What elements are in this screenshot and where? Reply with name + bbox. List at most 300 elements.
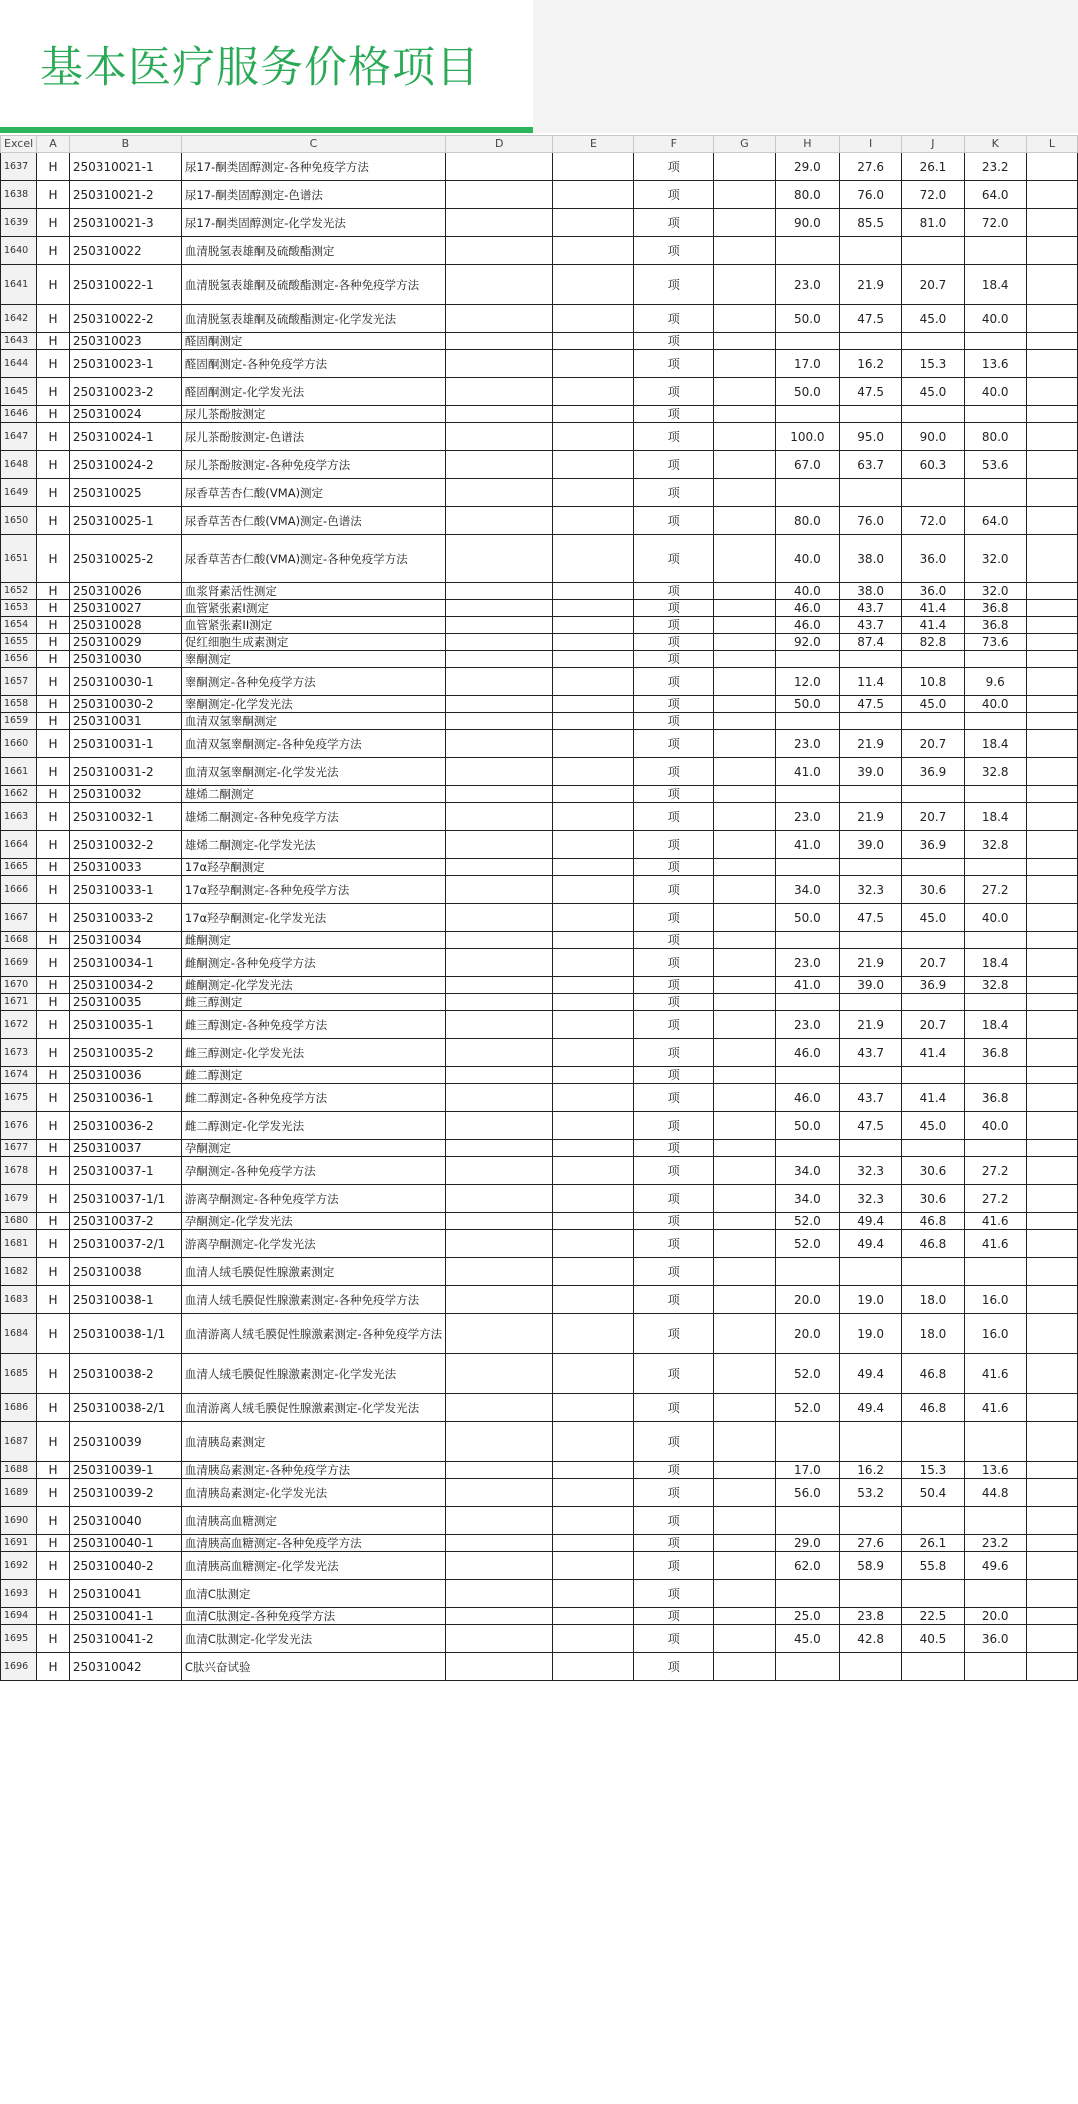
row-number[interactable]: 1643 [1, 333, 37, 350]
row-number[interactable]: 1671 [1, 994, 37, 1011]
cell-price-i[interactable] [840, 479, 902, 507]
cell-unit[interactable]: 项 [634, 237, 714, 265]
cell-e[interactable] [553, 1580, 634, 1608]
cell-price-i[interactable]: 49.4 [840, 1394, 902, 1422]
cell-l[interactable] [1026, 1112, 1077, 1140]
cell-e[interactable] [553, 876, 634, 904]
cell-g[interactable] [714, 1625, 776, 1653]
cell-price-k[interactable]: 36.8 [964, 1039, 1026, 1067]
cell-l[interactable] [1026, 181, 1077, 209]
cell-code[interactable]: 250310041 [69, 1580, 181, 1608]
cell-item-name[interactable]: 血清双氢睾酮测定-化学发光法 [181, 758, 445, 786]
cell-price-h[interactable]: 23.0 [775, 730, 839, 758]
cell-code[interactable]: 250310022 [69, 237, 181, 265]
row-number[interactable]: 1673 [1, 1039, 37, 1067]
cell-d[interactable] [446, 237, 553, 265]
cell-price-j[interactable]: 82.8 [902, 634, 964, 651]
cell-price-i[interactable] [840, 1140, 902, 1157]
cell-d[interactable] [446, 617, 553, 634]
cell-code[interactable]: 250310028 [69, 617, 181, 634]
cell-g[interactable] [714, 1653, 776, 1681]
cell-d[interactable] [446, 350, 553, 378]
cell-e[interactable] [553, 1462, 634, 1479]
row-number[interactable]: 1658 [1, 696, 37, 713]
row-number[interactable]: 1666 [1, 876, 37, 904]
cell-price-h[interactable]: 23.0 [775, 265, 839, 305]
cell-unit[interactable]: 项 [634, 451, 714, 479]
cell-price-j[interactable]: 46.8 [902, 1230, 964, 1258]
cell-price-j[interactable]: 90.0 [902, 423, 964, 451]
cell-l[interactable] [1026, 1394, 1077, 1422]
row-number[interactable]: 1645 [1, 378, 37, 406]
column-header-e[interactable]: E [553, 136, 634, 153]
column-header-k[interactable]: K [964, 136, 1026, 153]
cell-price-i[interactable]: 49.4 [840, 1354, 902, 1394]
cell-g[interactable] [714, 600, 776, 617]
cell-unit[interactable]: 项 [634, 535, 714, 583]
cell-price-h[interactable]: 52.0 [775, 1354, 839, 1394]
cell-d[interactable] [446, 451, 553, 479]
cell-price-j[interactable]: 36.9 [902, 831, 964, 859]
cell-unit[interactable]: 项 [634, 1140, 714, 1157]
cell-price-k[interactable] [964, 651, 1026, 668]
cell-a[interactable]: H [37, 305, 70, 333]
cell-a[interactable]: H [37, 668, 70, 696]
cell-price-j[interactable]: 10.8 [902, 668, 964, 696]
cell-l[interactable] [1026, 507, 1077, 535]
cell-price-i[interactable] [840, 333, 902, 350]
cell-e[interactable] [553, 181, 634, 209]
cell-e[interactable] [553, 859, 634, 876]
cell-l[interactable] [1026, 406, 1077, 423]
row-number[interactable]: 1676 [1, 1112, 37, 1140]
cell-l[interactable] [1026, 153, 1077, 181]
cell-price-i[interactable]: 21.9 [840, 265, 902, 305]
cell-code[interactable]: 250310041-2 [69, 1625, 181, 1653]
cell-price-h[interactable]: 46.0 [775, 600, 839, 617]
cell-unit[interactable]: 项 [634, 668, 714, 696]
cell-price-i[interactable]: 19.0 [840, 1286, 902, 1314]
cell-price-k[interactable]: 41.6 [964, 1354, 1026, 1394]
cell-price-j[interactable]: 60.3 [902, 451, 964, 479]
cell-e[interactable] [553, 237, 634, 265]
cell-price-j[interactable] [902, 1422, 964, 1462]
cell-unit[interactable]: 项 [634, 350, 714, 378]
cell-code[interactable]: 250310038 [69, 1258, 181, 1286]
cell-price-h[interactable]: 23.0 [775, 1011, 839, 1039]
cell-unit[interactable]: 项 [634, 1011, 714, 1039]
cell-l[interactable] [1026, 1011, 1077, 1039]
cell-d[interactable] [446, 1608, 553, 1625]
cell-price-h[interactable]: 46.0 [775, 617, 839, 634]
cell-e[interactable] [553, 600, 634, 617]
cell-item-name[interactable]: 雌三醇测定-各种免疫学方法 [181, 1011, 445, 1039]
cell-d[interactable] [446, 977, 553, 994]
cell-price-j[interactable]: 18.0 [902, 1314, 964, 1354]
cell-unit[interactable]: 项 [634, 1185, 714, 1213]
cell-price-j[interactable] [902, 479, 964, 507]
cell-price-j[interactable]: 45.0 [902, 696, 964, 713]
cell-e[interactable] [553, 1479, 634, 1507]
cell-price-i[interactable]: 49.4 [840, 1213, 902, 1230]
cell-price-k[interactable]: 36.8 [964, 600, 1026, 617]
cell-item-name[interactable]: 尿17-酮类固醇测定-色谱法 [181, 181, 445, 209]
cell-d[interactable] [446, 583, 553, 600]
cell-price-j[interactable]: 36.0 [902, 583, 964, 600]
row-number[interactable]: 1667 [1, 904, 37, 932]
cell-d[interactable] [446, 333, 553, 350]
cell-d[interactable] [446, 1394, 553, 1422]
cell-g[interactable] [714, 876, 776, 904]
cell-code[interactable]: 250310024 [69, 406, 181, 423]
cell-l[interactable] [1026, 1462, 1077, 1479]
row-number[interactable]: 1647 [1, 423, 37, 451]
cell-unit[interactable]: 项 [634, 651, 714, 668]
cell-e[interactable] [553, 1653, 634, 1681]
cell-unit[interactable]: 项 [634, 1258, 714, 1286]
row-number[interactable]: 1668 [1, 932, 37, 949]
corner-header[interactable]: Excel [1, 136, 37, 153]
cell-code[interactable]: 250310030-2 [69, 696, 181, 713]
cell-d[interactable] [446, 1230, 553, 1258]
cell-price-h[interactable]: 92.0 [775, 634, 839, 651]
cell-e[interactable] [553, 1286, 634, 1314]
cell-item-name[interactable]: 雌三醇测定-化学发光法 [181, 1039, 445, 1067]
cell-code[interactable]: 250310031-2 [69, 758, 181, 786]
cell-d[interactable] [446, 859, 553, 876]
cell-d[interactable] [446, 634, 553, 651]
cell-e[interactable] [553, 713, 634, 730]
cell-l[interactable] [1026, 651, 1077, 668]
cell-a[interactable]: H [37, 378, 70, 406]
cell-unit[interactable]: 项 [634, 1580, 714, 1608]
cell-unit[interactable]: 项 [634, 583, 714, 600]
cell-l[interactable] [1026, 786, 1077, 803]
cell-a[interactable]: H [37, 994, 70, 1011]
cell-price-j[interactable]: 20.7 [902, 949, 964, 977]
cell-e[interactable] [553, 1230, 634, 1258]
cell-g[interactable] [714, 1011, 776, 1039]
cell-price-i[interactable]: 21.9 [840, 730, 902, 758]
cell-a[interactable]: H [37, 1213, 70, 1230]
cell-l[interactable] [1026, 1067, 1077, 1084]
cell-d[interactable] [446, 600, 553, 617]
cell-a[interactable]: H [37, 600, 70, 617]
cell-item-name[interactable]: 醛固酮测定 [181, 333, 445, 350]
cell-price-h[interactable]: 17.0 [775, 1462, 839, 1479]
cell-price-i[interactable]: 27.6 [840, 1535, 902, 1552]
cell-l[interactable] [1026, 209, 1077, 237]
cell-d[interactable] [446, 786, 553, 803]
cell-g[interactable] [714, 696, 776, 713]
cell-price-h[interactable]: 20.0 [775, 1314, 839, 1354]
cell-a[interactable]: H [37, 1286, 70, 1314]
cell-e[interactable] [553, 1625, 634, 1653]
cell-price-k[interactable]: 40.0 [964, 378, 1026, 406]
cell-d[interactable] [446, 1625, 553, 1653]
cell-price-h[interactable] [775, 1653, 839, 1681]
row-number[interactable]: 1650 [1, 507, 37, 535]
cell-g[interactable] [714, 668, 776, 696]
cell-a[interactable]: H [37, 1067, 70, 1084]
cell-unit[interactable]: 项 [634, 1462, 714, 1479]
cell-price-k[interactable] [964, 713, 1026, 730]
cell-a[interactable]: H [37, 803, 70, 831]
cell-item-name[interactable]: 游离孕酮测定-各种免疫学方法 [181, 1185, 445, 1213]
cell-price-k[interactable]: 13.6 [964, 350, 1026, 378]
cell-a[interactable]: H [37, 1507, 70, 1535]
cell-price-i[interactable]: 43.7 [840, 600, 902, 617]
cell-l[interactable] [1026, 237, 1077, 265]
cell-unit[interactable]: 项 [634, 859, 714, 876]
cell-price-k[interactable]: 32.8 [964, 977, 1026, 994]
cell-code[interactable]: 250310023 [69, 333, 181, 350]
cell-d[interactable] [446, 876, 553, 904]
cell-unit[interactable]: 项 [634, 1535, 714, 1552]
cell-price-k[interactable]: 41.6 [964, 1230, 1026, 1258]
cell-unit[interactable]: 项 [634, 1213, 714, 1230]
cell-l[interactable] [1026, 668, 1077, 696]
cell-code[interactable]: 250310039-1 [69, 1462, 181, 1479]
cell-item-name[interactable]: 睾酮测定 [181, 651, 445, 668]
cell-g[interactable] [714, 1067, 776, 1084]
cell-price-h[interactable]: 50.0 [775, 305, 839, 333]
cell-unit[interactable]: 项 [634, 1422, 714, 1462]
cell-item-name[interactable]: 醛固酮测定-各种免疫学方法 [181, 350, 445, 378]
cell-l[interactable] [1026, 730, 1077, 758]
cell-d[interactable] [446, 535, 553, 583]
cell-unit[interactable]: 项 [634, 1653, 714, 1681]
cell-l[interactable] [1026, 265, 1077, 305]
column-header-l[interactable]: L [1026, 136, 1077, 153]
cell-code[interactable]: 250310025 [69, 479, 181, 507]
cell-e[interactable] [553, 1112, 634, 1140]
cell-price-k[interactable]: 23.2 [964, 153, 1026, 181]
cell-e[interactable] [553, 1185, 634, 1213]
cell-a[interactable]: H [37, 1608, 70, 1625]
cell-l[interactable] [1026, 1479, 1077, 1507]
cell-l[interactable] [1026, 713, 1077, 730]
cell-price-k[interactable]: 27.2 [964, 876, 1026, 904]
cell-price-i[interactable]: 38.0 [840, 535, 902, 583]
cell-g[interactable] [714, 423, 776, 451]
cell-price-j[interactable] [902, 1653, 964, 1681]
cell-price-h[interactable]: 34.0 [775, 876, 839, 904]
cell-e[interactable] [553, 1157, 634, 1185]
cell-price-h[interactable]: 50.0 [775, 1112, 839, 1140]
cell-g[interactable] [714, 1258, 776, 1286]
cell-e[interactable] [553, 617, 634, 634]
cell-code[interactable]: 250310037-2/1 [69, 1230, 181, 1258]
cell-unit[interactable]: 项 [634, 803, 714, 831]
cell-price-k[interactable]: 41.6 [964, 1394, 1026, 1422]
cell-price-k[interactable]: 44.8 [964, 1479, 1026, 1507]
column-header-j[interactable]: J [902, 136, 964, 153]
cell-g[interactable] [714, 1314, 776, 1354]
cell-d[interactable] [446, 406, 553, 423]
cell-l[interactable] [1026, 535, 1077, 583]
cell-item-name[interactable]: 血清脱氢表雄酮及硫酸酯测定-各种免疫学方法 [181, 265, 445, 305]
cell-l[interactable] [1026, 1157, 1077, 1185]
cell-price-k[interactable]: 53.6 [964, 451, 1026, 479]
row-number[interactable]: 1660 [1, 730, 37, 758]
cell-code[interactable]: 250310021-1 [69, 153, 181, 181]
row-number[interactable]: 1662 [1, 786, 37, 803]
cell-l[interactable] [1026, 1185, 1077, 1213]
cell-price-i[interactable]: 27.6 [840, 153, 902, 181]
cell-l[interactable] [1026, 1314, 1077, 1354]
cell-a[interactable]: H [37, 1580, 70, 1608]
cell-price-h[interactable]: 45.0 [775, 1625, 839, 1653]
cell-price-h[interactable]: 50.0 [775, 378, 839, 406]
cell-a[interactable]: H [37, 786, 70, 803]
column-header-c[interactable]: C [181, 136, 445, 153]
cell-g[interactable] [714, 305, 776, 333]
cell-g[interactable] [714, 406, 776, 423]
cell-price-i[interactable] [840, 1067, 902, 1084]
cell-price-j[interactable]: 40.5 [902, 1625, 964, 1653]
cell-g[interactable] [714, 713, 776, 730]
cell-a[interactable]: H [37, 932, 70, 949]
cell-price-h[interactable] [775, 1067, 839, 1084]
row-number[interactable]: 1692 [1, 1552, 37, 1580]
cell-a[interactable]: H [37, 237, 70, 265]
row-number[interactable]: 1648 [1, 451, 37, 479]
cell-g[interactable] [714, 1286, 776, 1314]
cell-price-k[interactable]: 49.6 [964, 1552, 1026, 1580]
cell-unit[interactable]: 项 [634, 406, 714, 423]
cell-g[interactable] [714, 1157, 776, 1185]
cell-l[interactable] [1026, 859, 1077, 876]
cell-d[interactable] [446, 1185, 553, 1213]
cell-g[interactable] [714, 378, 776, 406]
cell-price-j[interactable] [902, 237, 964, 265]
cell-l[interactable] [1026, 949, 1077, 977]
cell-unit[interactable]: 项 [634, 977, 714, 994]
cell-l[interactable] [1026, 451, 1077, 479]
cell-price-i[interactable] [840, 859, 902, 876]
cell-item-name[interactable]: 尿香草苦杏仁酸(VMA)测定-各种免疫学方法 [181, 535, 445, 583]
cell-price-k[interactable]: 73.6 [964, 634, 1026, 651]
cell-price-i[interactable]: 43.7 [840, 1084, 902, 1112]
cell-d[interactable] [446, 994, 553, 1011]
cell-e[interactable] [553, 406, 634, 423]
cell-d[interactable] [446, 713, 553, 730]
cell-e[interactable] [553, 583, 634, 600]
cell-price-h[interactable] [775, 1580, 839, 1608]
column-header-i[interactable]: I [840, 136, 902, 153]
cell-unit[interactable]: 项 [634, 1112, 714, 1140]
cell-a[interactable]: H [37, 507, 70, 535]
cell-item-name[interactable]: 血清游离人绒毛膜促性腺激素测定-各种免疫学方法 [181, 1314, 445, 1354]
cell-a[interactable]: H [37, 1394, 70, 1422]
cell-d[interactable] [446, 1140, 553, 1157]
cell-code[interactable]: 250310035-2 [69, 1039, 181, 1067]
row-number[interactable]: 1679 [1, 1185, 37, 1213]
cell-price-k[interactable]: 18.4 [964, 730, 1026, 758]
cell-price-j[interactable]: 45.0 [902, 378, 964, 406]
cell-g[interactable] [714, 758, 776, 786]
cell-price-j[interactable]: 81.0 [902, 209, 964, 237]
cell-item-name[interactable]: 雌二醇测定 [181, 1067, 445, 1084]
row-number[interactable]: 1690 [1, 1507, 37, 1535]
cell-item-name[interactable]: 血清人绒毛膜促性腺激素测定-各种免疫学方法 [181, 1286, 445, 1314]
cell-code[interactable]: 250310037 [69, 1140, 181, 1157]
cell-code[interactable]: 250310023-2 [69, 378, 181, 406]
cell-code[interactable]: 250310023-1 [69, 350, 181, 378]
cell-price-k[interactable]: 23.2 [964, 1535, 1026, 1552]
cell-item-name[interactable]: 血清胰岛素测定-化学发光法 [181, 1479, 445, 1507]
cell-l[interactable] [1026, 831, 1077, 859]
cell-price-k[interactable]: 40.0 [964, 904, 1026, 932]
cell-g[interactable] [714, 209, 776, 237]
cell-price-j[interactable]: 41.4 [902, 617, 964, 634]
cell-price-i[interactable]: 47.5 [840, 305, 902, 333]
cell-item-name[interactable]: 游离孕酮测定-化学发光法 [181, 1230, 445, 1258]
column-header-g[interactable]: G [714, 136, 776, 153]
cell-unit[interactable]: 项 [634, 1608, 714, 1625]
cell-code[interactable]: 250310032-1 [69, 803, 181, 831]
row-number[interactable]: 1680 [1, 1213, 37, 1230]
cell-code[interactable]: 250310025-2 [69, 535, 181, 583]
cell-l[interactable] [1026, 634, 1077, 651]
cell-unit[interactable]: 项 [634, 1314, 714, 1354]
cell-l[interactable] [1026, 932, 1077, 949]
row-number[interactable]: 1657 [1, 668, 37, 696]
cell-price-k[interactable]: 72.0 [964, 209, 1026, 237]
cell-g[interactable] [714, 451, 776, 479]
cell-l[interactable] [1026, 1552, 1077, 1580]
cell-item-name[interactable]: 雌二醇测定-各种免疫学方法 [181, 1084, 445, 1112]
cell-unit[interactable]: 项 [634, 634, 714, 651]
cell-unit[interactable]: 项 [634, 1084, 714, 1112]
row-number[interactable]: 1644 [1, 350, 37, 378]
cell-d[interactable] [446, 696, 553, 713]
cell-code[interactable]: 250310035-1 [69, 1011, 181, 1039]
cell-d[interactable] [446, 1084, 553, 1112]
row-number[interactable]: 1672 [1, 1011, 37, 1039]
cell-e[interactable] [553, 668, 634, 696]
cell-price-i[interactable]: 32.3 [840, 1185, 902, 1213]
cell-g[interactable] [714, 1394, 776, 1422]
cell-d[interactable] [446, 932, 553, 949]
cell-price-j[interactable] [902, 859, 964, 876]
cell-g[interactable] [714, 583, 776, 600]
cell-d[interactable] [446, 949, 553, 977]
row-number[interactable]: 1693 [1, 1580, 37, 1608]
cell-code[interactable]: 250310040 [69, 1507, 181, 1535]
cell-price-i[interactable]: 23.8 [840, 1608, 902, 1625]
cell-code[interactable]: 250310022-2 [69, 305, 181, 333]
cell-item-name[interactable]: 血清人绒毛膜促性腺激素测定 [181, 1258, 445, 1286]
cell-price-j[interactable]: 20.7 [902, 730, 964, 758]
cell-g[interactable] [714, 181, 776, 209]
cell-price-i[interactable]: 85.5 [840, 209, 902, 237]
cell-price-h[interactable] [775, 1422, 839, 1462]
cell-d[interactable] [446, 479, 553, 507]
cell-price-j[interactable] [902, 713, 964, 730]
cell-code[interactable]: 250310022-1 [69, 265, 181, 305]
cell-price-h[interactable] [775, 932, 839, 949]
cell-unit[interactable]: 项 [634, 153, 714, 181]
cell-price-j[interactable] [902, 932, 964, 949]
cell-a[interactable]: H [37, 977, 70, 994]
cell-code[interactable]: 250310034 [69, 932, 181, 949]
cell-item-name[interactable]: 血浆肾素活性测定 [181, 583, 445, 600]
cell-price-h[interactable]: 23.0 [775, 803, 839, 831]
cell-price-h[interactable]: 41.0 [775, 977, 839, 994]
cell-g[interactable] [714, 1230, 776, 1258]
